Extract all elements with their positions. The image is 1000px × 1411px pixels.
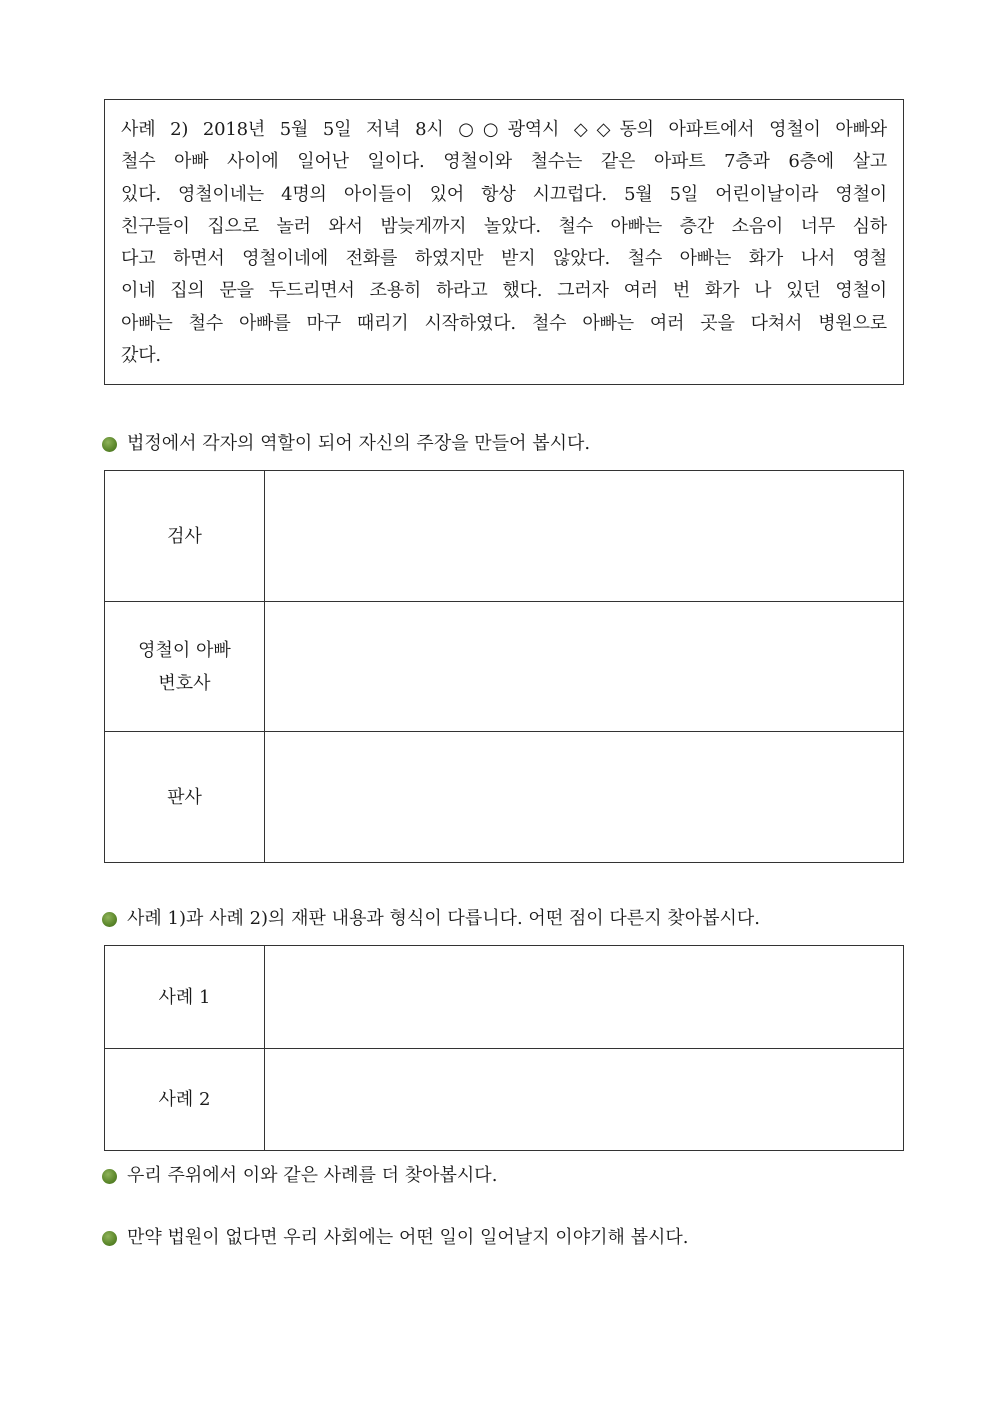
prompt-find-more-text: 우리 주위에서 이와 같은 사례를 더 찾아봅시다. xyxy=(127,1165,498,1186)
compare-label-case-1 xyxy=(105,946,265,1049)
prompt-find-more xyxy=(102,1164,497,1188)
case-line-2: 철수 아빠 사이에 일어난 일이다. 영철이와 철수는 같은 아파트 7층과 6층에 살고 xyxy=(121,151,887,173)
role-answer-prosecutor[interactable] xyxy=(265,471,904,602)
case-line-8: 갔다. xyxy=(121,345,161,367)
compare-answer-case-1[interactable] xyxy=(265,946,904,1049)
green-circle-bullet-icon xyxy=(102,437,117,452)
case-line-5: 다고 하면서 영철이네에 전화를 하였지만 받지 않았다. 철수 아빠는 화가 나서 영철 xyxy=(121,248,887,270)
case-description-box xyxy=(104,99,904,385)
compare-answer-case-2[interactable] xyxy=(265,1049,904,1151)
compare-label-text: 사례 2 xyxy=(158,1089,211,1110)
prompt-compare xyxy=(102,907,760,931)
table-row xyxy=(105,946,904,1049)
compare-label-text: 사례 1 xyxy=(158,986,211,1008)
green-circle-bullet-icon xyxy=(102,912,117,927)
case-line-6: 이네 집의 문을 두드리면서 조용히 하라고 했다. 그러자 여러 번 화가 나 있던 영철이 xyxy=(121,280,887,302)
table-row xyxy=(105,732,904,863)
compare-table xyxy=(104,945,904,1151)
roles-table xyxy=(104,470,904,863)
role-answer-judge[interactable] xyxy=(265,732,904,863)
role-label-text: 판사 xyxy=(167,786,202,808)
case-line-3: 있다. 영철이네는 4명의 아이들이 있어 항상 시끄럽다. 5월 5일 어린이날이라 영철이 xyxy=(121,183,887,205)
role-answer-defense-lawyer[interactable] xyxy=(265,602,904,732)
case-line-4: 친구들이 집으로 놀러 와서 밤늦게까지 놀았다. 철수 아빠는 층간 소음이 너무 심하 xyxy=(121,215,887,237)
green-circle-bullet-icon xyxy=(102,1231,117,1246)
table-row xyxy=(105,1049,904,1151)
prompt-no-court-text: 만약 법원이 없다면 우리 사회에는 어떤 일이 일어날지 이야기해 봅시다. xyxy=(127,1227,689,1248)
role-label-prosecutor xyxy=(105,471,265,602)
compare-label-case-2 xyxy=(105,1049,265,1151)
case-line-1: 사례 2) 2018년 5월 5일 저녁 8시 ○○광역시 ◇◇동의 아파트에서 영철이 아빠와 xyxy=(121,119,887,140)
role-label-text: 변호사 xyxy=(158,672,211,694)
role-label-defense-lawyer xyxy=(105,602,265,732)
table-row xyxy=(105,602,904,732)
role-label-text: 검사 xyxy=(167,525,202,547)
role-label-judge xyxy=(105,732,265,863)
role-label-text: 영철이 아빠 xyxy=(138,639,231,661)
case-line-7: 아빠는 철수 아빠를 마구 때리기 시작하였다. 철수 아빠는 여러 곳을 다쳐서 병원으로 xyxy=(121,312,887,334)
green-circle-bullet-icon xyxy=(102,1169,117,1184)
prompt-roles-text: 법정에서 각자의 역할이 되어 자신의 주장을 만들어 봅시다. xyxy=(127,433,591,454)
table-row xyxy=(105,471,904,602)
prompt-compare-text: 사례 1)과 사례 2)의 재판 내용과 형식이 다릅니다. 어떤 점이 다른지 찾아봅시다. xyxy=(127,908,760,929)
prompt-no-court xyxy=(102,1226,688,1250)
prompt-roles xyxy=(102,432,590,456)
